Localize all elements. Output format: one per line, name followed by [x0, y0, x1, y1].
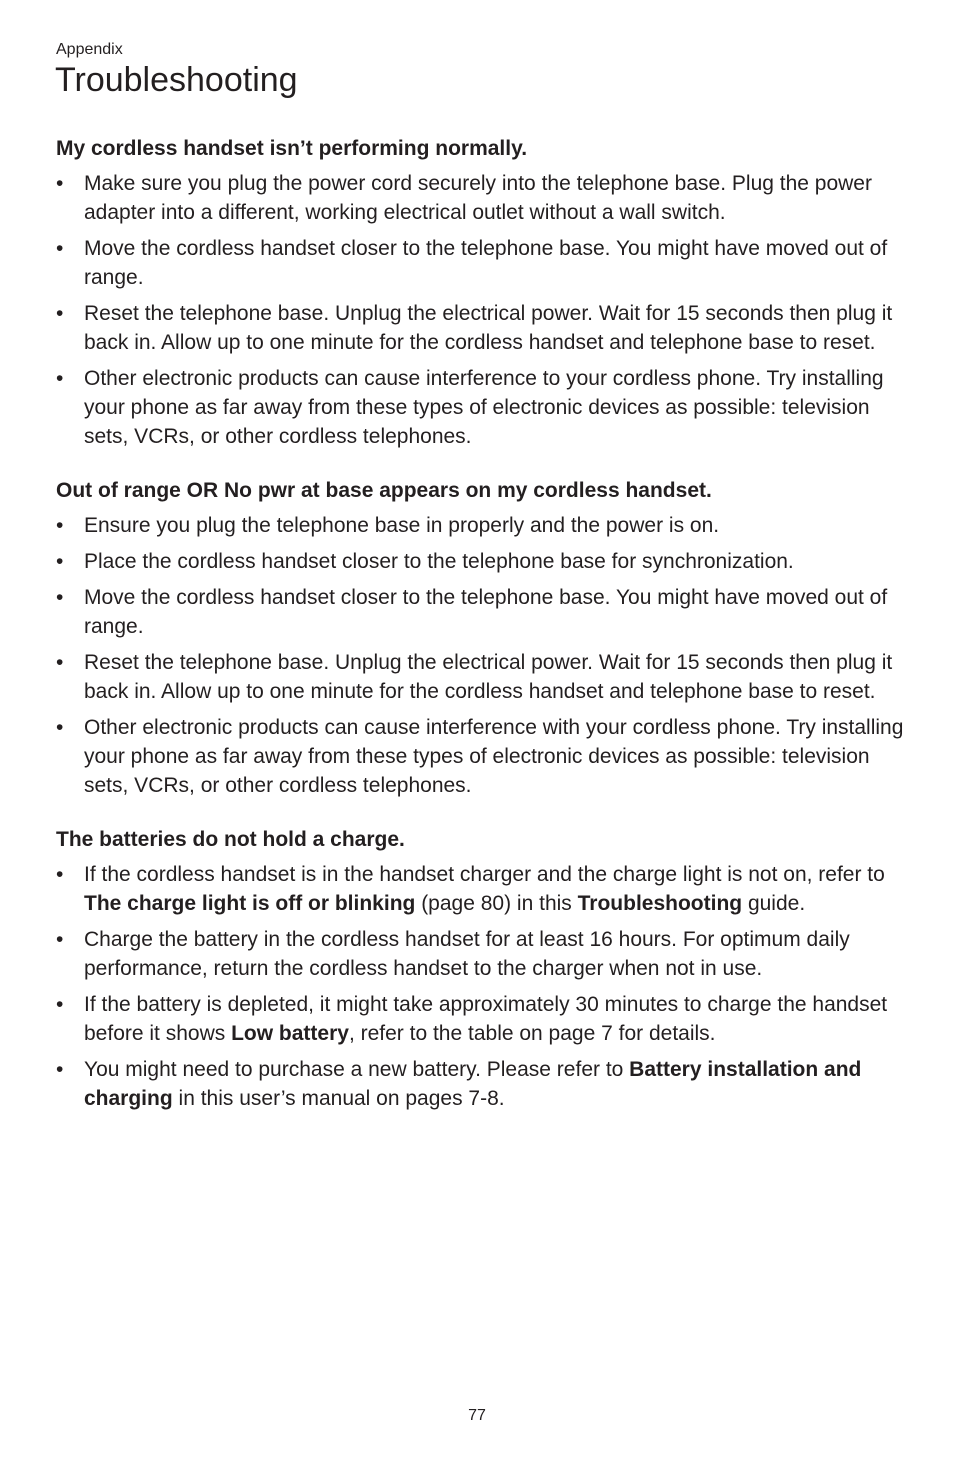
topic-list — [56, 511, 906, 800]
topic-list — [56, 860, 906, 1113]
bullet-icon: • — [56, 1058, 64, 1081]
list-item — [56, 364, 906, 451]
bullet-icon: • — [56, 586, 64, 609]
item-text — [84, 993, 887, 1045]
list-item — [56, 511, 906, 540]
item-text: Reset the telephone base. Unplug the electrical power. Wait for 15 seconds then plug it back in. Allow up to one minute for the cordless handset and telephone base to reset. — [84, 302, 893, 354]
list-item — [56, 990, 906, 1048]
item-text: Make sure you plug the power cord securely into the telephone base. Plug the power adapter into a different, working electrical outlet without a wall switch. — [84, 172, 872, 224]
list-item — [56, 860, 906, 918]
bullet-icon: • — [56, 651, 64, 674]
item-text — [84, 1058, 861, 1110]
bullet-icon: • — [56, 928, 64, 951]
topic-list — [56, 169, 906, 451]
item-text: Move the cordless handset closer to the telephone base. You might have moved out of range. — [84, 586, 888, 638]
item-text: Place the cordless handset closer to the telephone base for synchronization. — [84, 550, 794, 573]
section-label: Appendix — [56, 41, 123, 58]
item-text: Other electronic products can cause interference to your cordless phone. Try installing your phone as far away from these types of electronic devices as possible: television sets, VCRs, or other cordless telephones. — [84, 367, 884, 448]
item-text-part: guide. — [742, 892, 806, 915]
item-text — [84, 863, 885, 915]
bullet-icon: • — [56, 716, 64, 739]
item-text: Charge the battery in the cordless handset for at least 16 hours. For optimum daily performance, return the cordless handset to the charger when not in use. — [84, 928, 850, 980]
bullet-icon: • — [56, 550, 64, 573]
bullet-icon: • — [56, 302, 64, 325]
bullet-icon: • — [56, 172, 64, 195]
topic-heading: Out of range OR No pwr at base appears on my cordless handset. — [56, 479, 712, 502]
item-text-part: You might need to purchase a new battery. Please refer to — [84, 1058, 630, 1081]
bullet-icon: • — [56, 993, 64, 1016]
item-text-part: in this user’s manual on pages 7-8. — [172, 1087, 505, 1110]
troubleshooting-topic-out-of-range — [56, 476, 906, 800]
bullet-icon: • — [56, 514, 64, 537]
item-text: Reset the telephone base. Unplug the electrical power. Wait for 15 seconds then plug it back in. Allow up to one minute for the cordless handset and telephone base to reset. — [84, 651, 893, 703]
page-content — [56, 134, 906, 1138]
list-item — [56, 713, 906, 800]
list-item — [56, 299, 906, 357]
list-item — [56, 547, 906, 576]
item-text: Move the cordless handset closer to the telephone base. You might have moved out of range. — [84, 237, 888, 289]
topic-heading: My cordless handset isn’t performing normally. — [56, 137, 528, 160]
list-item — [56, 1055, 906, 1113]
page-title: Troubleshooting — [55, 61, 298, 99]
list-item — [56, 234, 906, 292]
item-text-part: If the cordless handset is in the handset charger and the charge light is not on, refer to — [84, 863, 885, 886]
page-number: 77 — [468, 1407, 486, 1424]
item-text-part: , refer to the table on page 7 for details. — [348, 1022, 716, 1045]
low-battery-reference: Low battery — [231, 1022, 349, 1045]
item-text: Ensure you plug the telephone base in properly and the power is on. — [84, 514, 720, 537]
troubleshooting-reference: Troubleshooting — [577, 892, 743, 915]
bullet-icon: • — [56, 237, 64, 260]
topic-heading: The batteries do not hold a charge. — [56, 828, 405, 851]
battery-installation-reference: Battery installation and charging — [84, 1058, 862, 1110]
list-item — [56, 925, 906, 983]
bullet-icon: • — [56, 863, 64, 886]
troubleshooting-topic-batteries — [56, 825, 906, 1113]
list-item — [56, 583, 906, 641]
list-item — [56, 648, 906, 706]
list-item — [56, 169, 906, 227]
item-text: Other electronic products can cause interference with your cordless phone. Try installing your phone as far away from these types of electronic devices as possible: television sets, VCRs, or other cordless telephones. — [84, 716, 904, 797]
charge-light-reference: The charge light is off or blinking — [84, 892, 416, 915]
item-text-part: If the battery is depleted, it might take approximately 30 minutes to charge the handset before it shows — [84, 993, 888, 1045]
bullet-icon: • — [56, 367, 64, 390]
item-text-part: (page 80) in this — [415, 892, 578, 915]
troubleshooting-topic-handset-performance — [56, 134, 906, 451]
